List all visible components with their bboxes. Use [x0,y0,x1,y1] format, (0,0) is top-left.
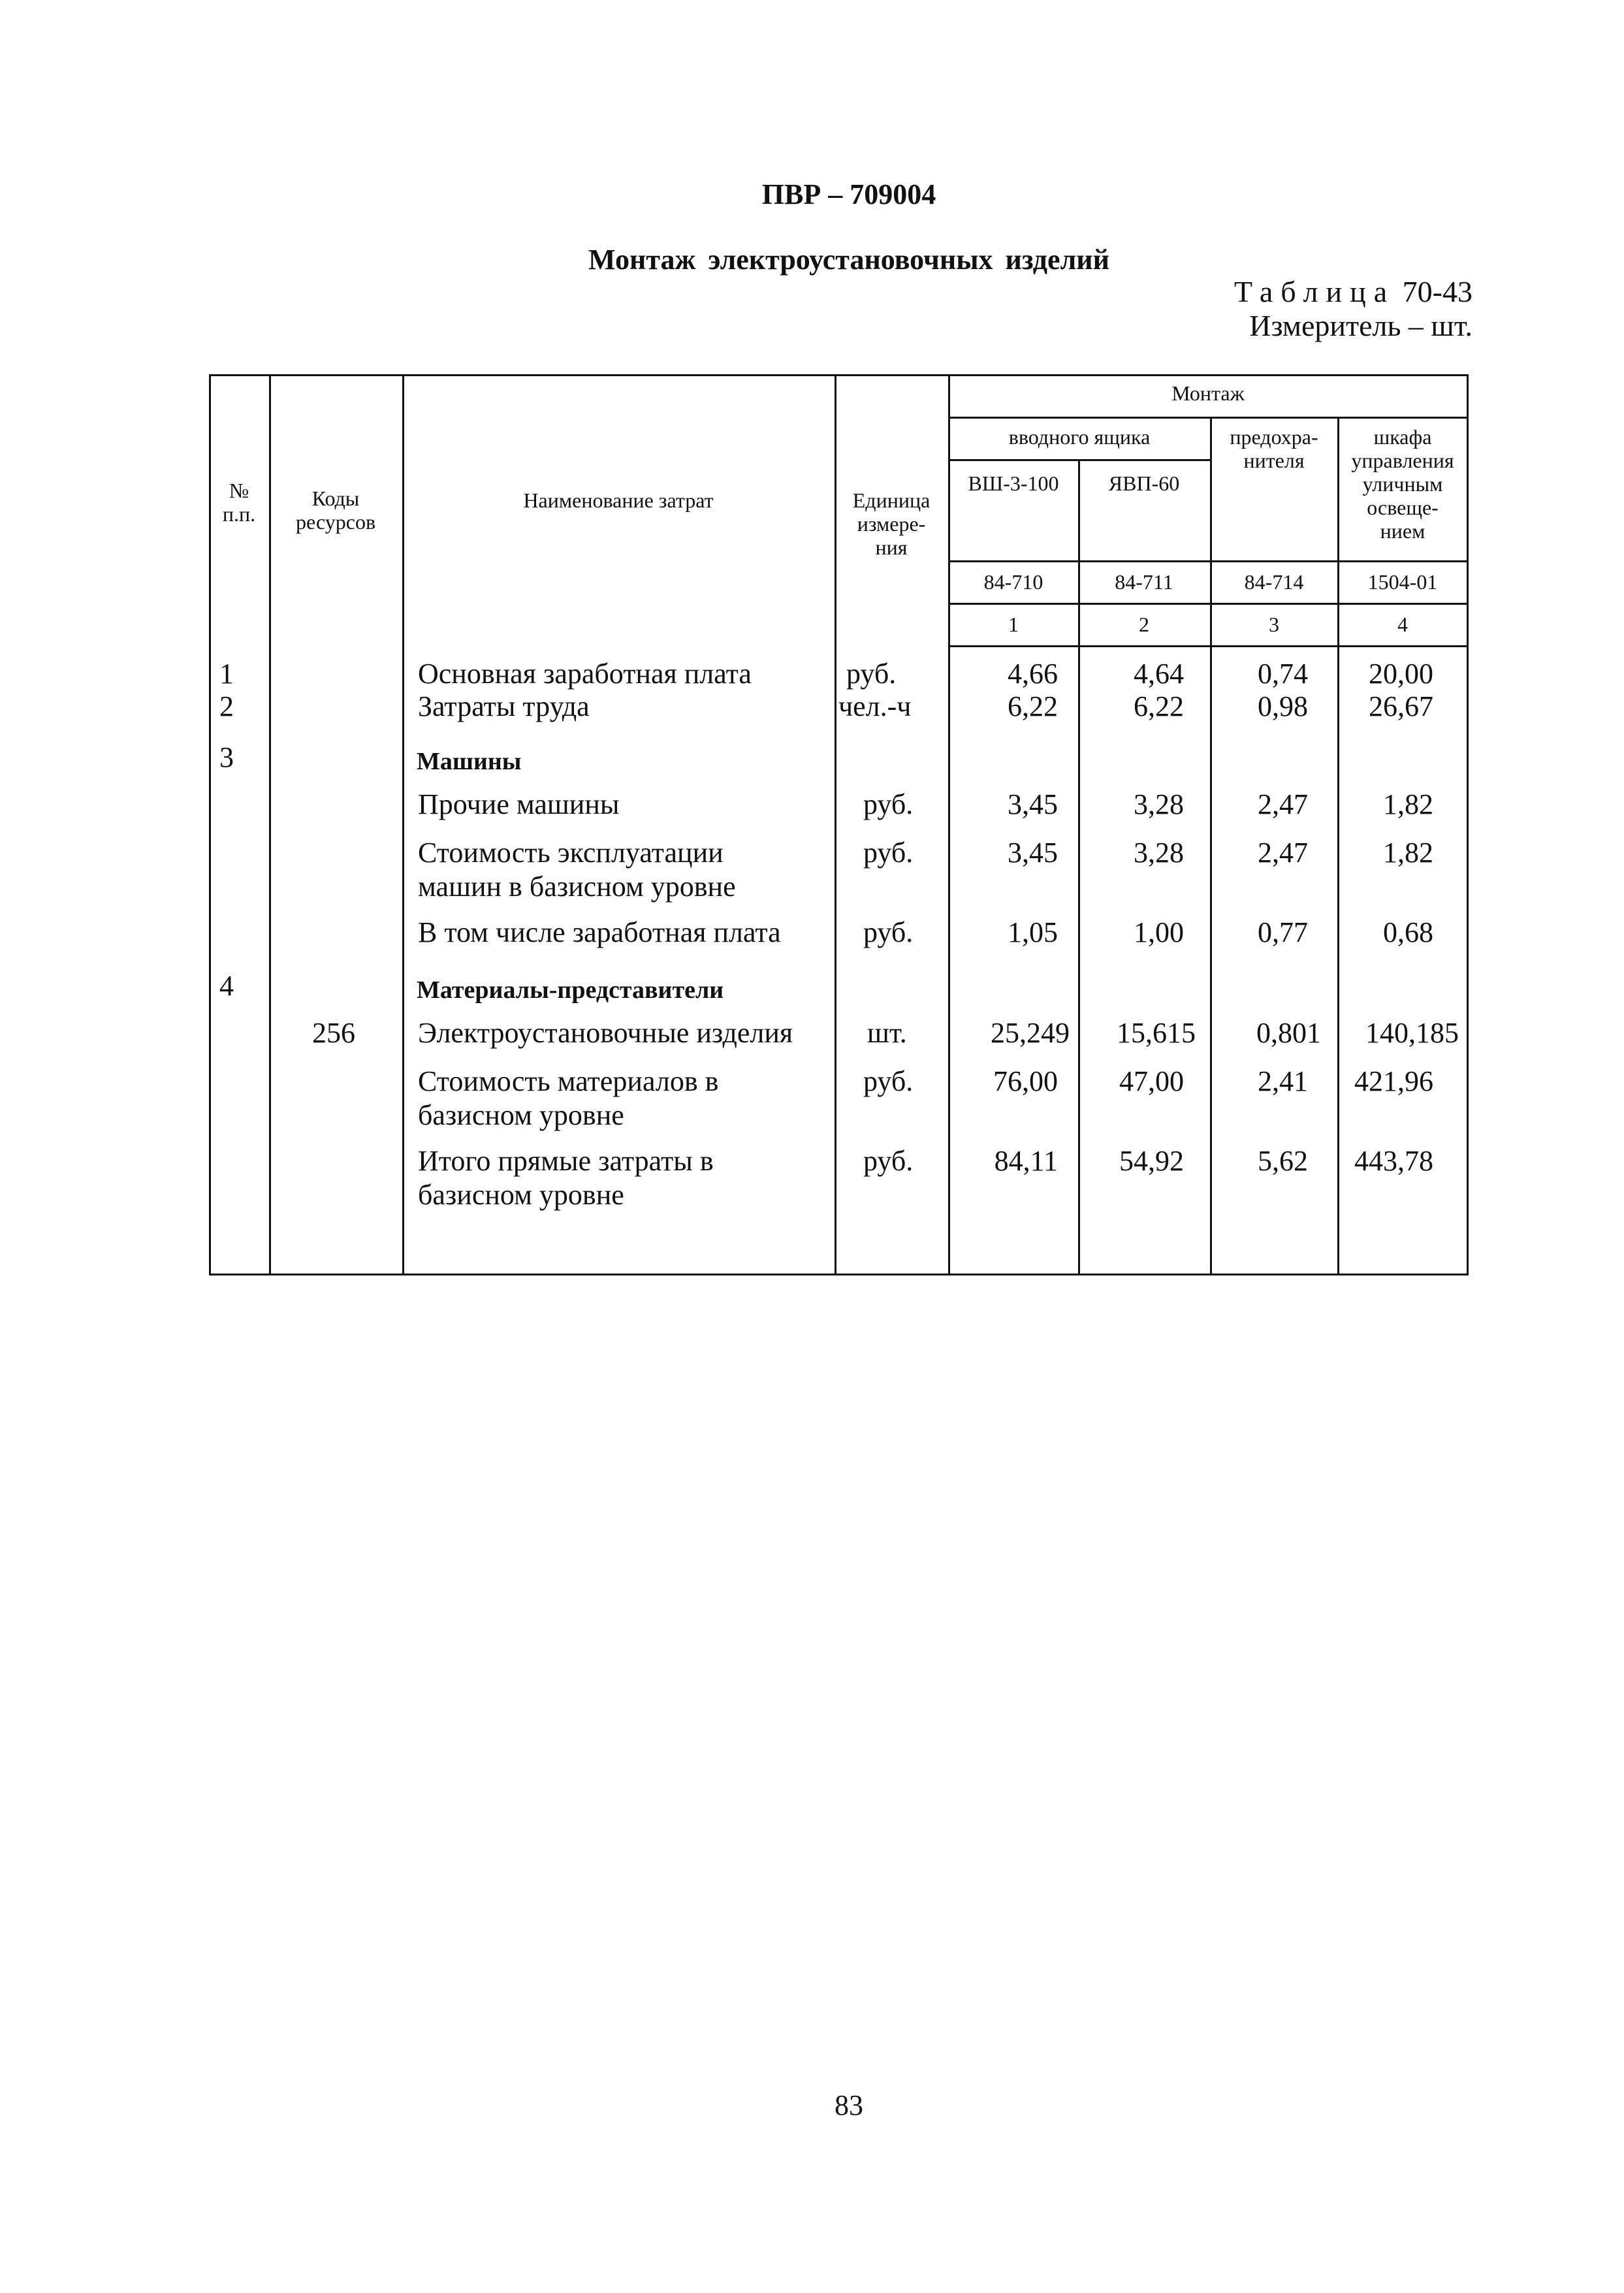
col-header-code-84-710: 84-710 [983,570,1043,594]
row-cost-name: Электроустановочные изделия [418,1017,793,1049]
col-header-cabinet: шкафа управления уличным освеще- нием [1351,425,1454,543]
col-header-code-84-711: 84-711 [1115,570,1173,594]
row-unit: руб. [846,658,897,690]
table-divider [948,374,950,1275]
row-unit: руб. [863,837,914,869]
table-number: 70-43 [1402,275,1473,308]
col-index-4: 4 [1397,613,1408,636]
row-cost-name: Прочие машины [418,788,620,820]
row-value-col2: 54,92 [1119,1145,1184,1177]
row-value-col1: 84,11 [994,1145,1058,1177]
row-value-col1: 3,45 [1008,837,1058,869]
col-header-vsh-3-100: ВШ-3-100 [968,472,1059,495]
page-number: 83 [835,2089,863,2121]
row-number: 4 [219,970,234,1002]
row-cost-name: Затраты труда [418,690,590,722]
col-header-input-box: вводного ящика [1008,425,1151,449]
row-value-col4: 20,00 [1369,658,1433,690]
table-header-bottom [948,645,1469,647]
table-label [1234,274,1473,309]
row-value-col3: 0,74 [1258,658,1308,690]
row-value-col1: 6,22 [1008,690,1058,722]
row-value-col3: 2,41 [1258,1065,1308,1097]
row-value-col2: 3,28 [1134,788,1184,820]
row-cost-name: Основная заработная плата [418,658,752,690]
col-header-number: № п.п. [222,479,256,526]
row-value-col2: 3,28 [1134,837,1184,869]
row-unit: руб. [863,1145,914,1177]
table-border-top [209,374,1469,376]
row-value-col4: 421,96 [1354,1065,1433,1097]
row-value-col2: 15,615 [1117,1017,1196,1049]
row-value-col1: 76,00 [993,1065,1058,1097]
row-value-col4: 1,82 [1383,788,1433,820]
table-border-right [1467,374,1469,1275]
table-rule [948,417,1469,419]
table-rule [948,603,1469,605]
table-rule [948,560,1469,562]
table-word: Таблица [1234,275,1395,308]
row-cost-name: Итого прямые затраты в базисном уровне [418,1145,714,1211]
row-value-col3: 0,77 [1258,916,1308,948]
col-header-code-84-714: 84-714 [1244,570,1304,594]
col-header-resource-codes: Коды ресурсов [295,487,376,534]
row-number: 3 [219,741,234,773]
document-code: ПВР – 709004 [761,178,936,210]
col-header-code-1504-01: 1504-01 [1367,570,1438,594]
row-value-col1: 1,05 [1008,916,1058,948]
row-value-col1: 4,66 [1008,658,1058,690]
row-unit: руб. [863,1065,914,1097]
col-index-2: 2 [1139,613,1149,636]
row-unit: шт. [867,1017,907,1049]
measure-unit-label: Измеритель – шт. [1249,309,1473,342]
row-value-col4: 140,185 [1365,1017,1459,1049]
document-subtitle: Монтаж электроустановочных изделий [588,244,1109,276]
row-resource-code: 256 [312,1017,355,1049]
row-number: 1 [219,658,234,690]
row-value-col4: 0,68 [1383,916,1433,948]
row-cost-name: Стоимость материалов в базисном уровне [418,1065,719,1131]
row-number: 2 [219,690,234,722]
row-cost-name: В том числе заработная плата [418,916,781,948]
row-value-col1: 3,45 [1008,788,1058,820]
row-value-col3: 0,801 [1256,1017,1321,1049]
row-value-col2: 6,22 [1134,690,1184,722]
table-rule [948,459,1210,461]
col-header-cost-name: Наименование затрат [523,489,714,512]
col-header-unit: Единица измере- ния [852,489,931,559]
row-value-col1: 25,249 [991,1017,1070,1049]
col-header-yavp-60: ЯВП-60 [1108,472,1180,495]
row-value-col2: 4,64 [1134,658,1184,690]
row-value-col2: 47,00 [1119,1065,1184,1097]
row-value-col3: 2,47 [1258,788,1308,820]
col-index-1: 1 [1008,613,1019,636]
row-value-col4: 26,67 [1369,690,1433,722]
table-border-bottom [209,1274,1469,1275]
row-value-col3: 2,47 [1258,837,1308,869]
row-value-col4: 443,78 [1354,1145,1433,1177]
col-index-3: 3 [1269,613,1279,636]
row-unit: руб. [863,788,914,820]
section-heading-machines: Машины [417,748,522,775]
col-header-fuse: предохра- нителя [1230,425,1318,472]
col-header-montage: Монтаж [1171,381,1245,405]
row-unit: чел.-ч [838,690,912,722]
section-heading-materials: Материалы-представители [417,976,724,1004]
row-value-col4: 1,82 [1383,837,1433,869]
row-value-col2: 1,00 [1134,916,1184,948]
row-value-col3: 0,98 [1258,690,1308,722]
row-unit: руб. [863,916,914,948]
row-cost-name: Стоимость эксплуатации машин в базисном уровне [418,837,736,903]
row-value-col3: 5,62 [1258,1145,1308,1177]
